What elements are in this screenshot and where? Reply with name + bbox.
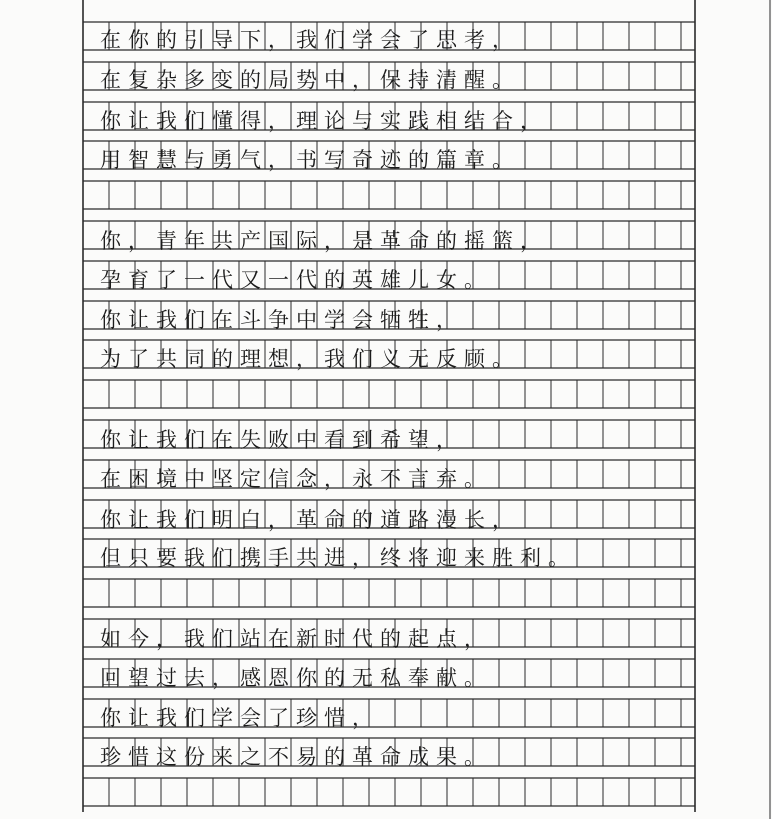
text-line-8: 为了共同的理想，我们义无反顾。 <box>100 347 520 371</box>
text-line-4: 用智慧与勇气，书写奇迹的篇章。 <box>100 148 520 172</box>
text-line-3: 你让我们懂得，理论与实践相结合， <box>100 109 548 133</box>
text-line-9: 你让我们在失败中看到希望， <box>100 428 464 452</box>
text-line-2: 在复杂多变的局势中，保持清醒。 <box>100 68 520 92</box>
text-line-12: 但只要我们携手共进，终将迎来胜利。 <box>100 546 576 570</box>
text-line-16: 珍惜这份来之不易的革命成果。 <box>100 745 492 769</box>
text-line-1: 在你的引导下，我们学会了思考， <box>100 28 520 52</box>
text-line-6: 孕育了一代又一代的英雄儿女。 <box>100 268 492 292</box>
text-line-5: 你，青年共产国际，是革命的摇篮， <box>100 229 548 253</box>
text-line-15: 你让我们学会了珍惜， <box>100 706 380 730</box>
text-line-11: 你让我们明白，革命的道路漫长， <box>100 508 520 532</box>
text-line-10: 在困境中坚定信念，永不言弃。 <box>100 467 492 491</box>
text-line-14: 回望过去，感恩你的无私奉献。 <box>100 666 492 690</box>
text-line-7: 你让我们在斗争中学会牺牲， <box>100 308 464 332</box>
text-line-13: 如今，我们站在新时代的起点， <box>100 627 492 651</box>
